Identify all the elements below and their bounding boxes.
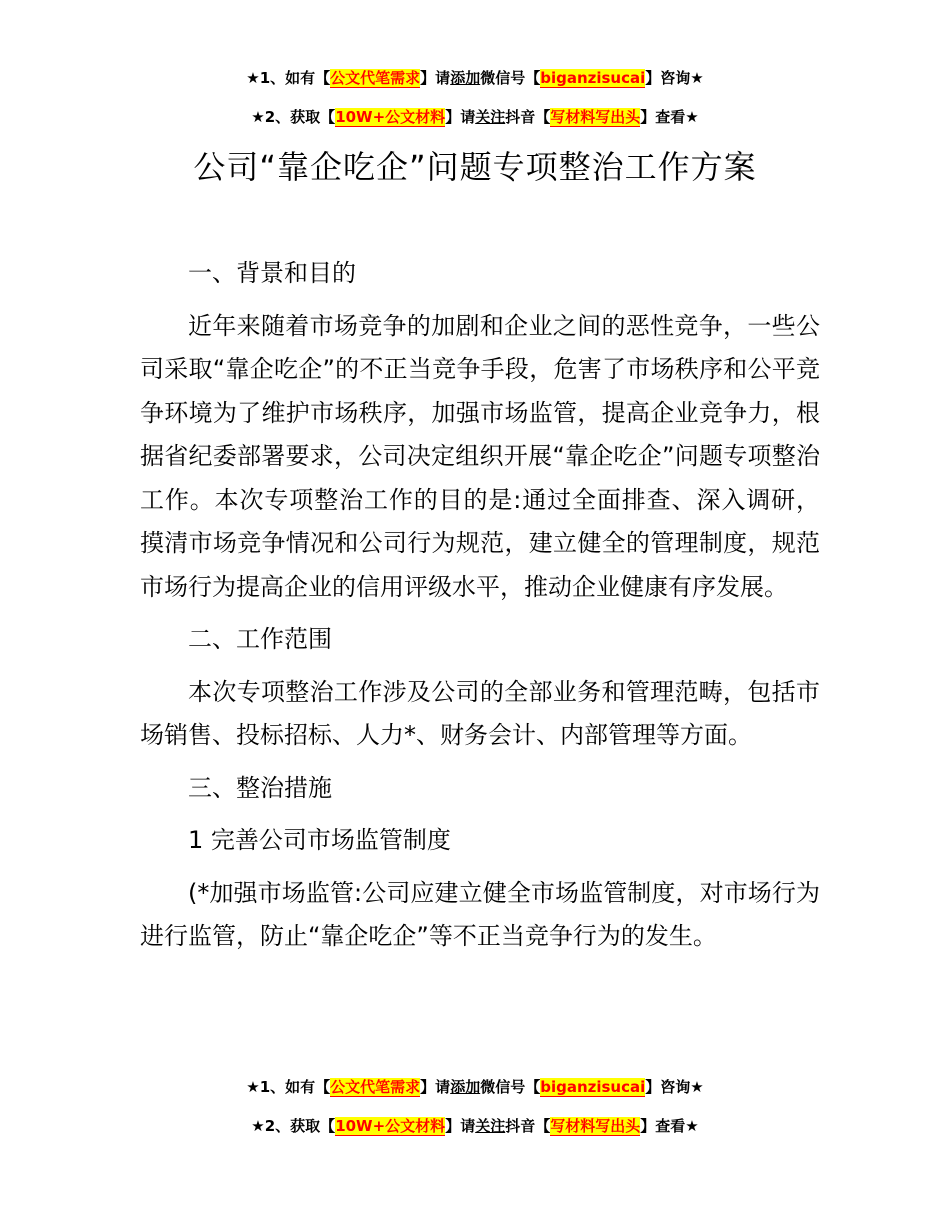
promo-text: 抖音【 bbox=[505, 1117, 551, 1135]
promo-text: 】查看★ bbox=[640, 108, 699, 126]
document-body bbox=[140, 252, 820, 959]
promo-text: 】请 bbox=[445, 1117, 476, 1135]
promo-text: 抖音【 bbox=[505, 108, 551, 126]
section-1-paragraph: 近年来随着市场竞争的加剧和企业之间的恶性竞争，一些公司采取“靠企吃企”的不正当竞争手段，危害了市场秩序和公平竞争环境为了维护市场秩序，加强市场监管，提高企业竞争力，根据省纪委部署要求，公司决定组织开展“靠企吃企”问题专项整治工作。本次专项整治工作的目的是:通过全面排查、深入调研，摸清市场竞争情况和公司行为规范，建立健全的管理制度，规范市场行为提高企业的信用评级水平，推动企业健康有序发展。 bbox=[140, 311, 820, 601]
section-2-heading: 二、工作范围 bbox=[188, 625, 332, 653]
promo-text: 微信号【 bbox=[480, 1078, 541, 1096]
section-1-heading: 一、背景和目的 bbox=[188, 259, 356, 287]
promo-text: ★2、获取【 bbox=[251, 108, 336, 126]
promo-underlined: 关注 bbox=[475, 108, 506, 126]
promo-text: ★2、获取【 bbox=[251, 1117, 336, 1135]
promo-highlight: biganzisucai bbox=[540, 69, 646, 87]
promo-text: 】请 bbox=[420, 1078, 451, 1096]
promo-highlight: 公文代笔需求 bbox=[330, 69, 421, 87]
promo-highlight: 公文代笔需求 bbox=[330, 1078, 421, 1096]
section-3-subheading-1: 1 完善公司市场监管制度 bbox=[188, 826, 451, 854]
promo-underlined: 添加 bbox=[450, 1078, 481, 1096]
promo-highlight: 10W+公文材料 bbox=[335, 1117, 446, 1135]
promo-line-1-bottom bbox=[0, 1077, 950, 1097]
section-2-paragraph: 本次专项整治工作涉及公司的全部业务和管理范畴，包括市场销售、投标招标、人力*、财务会计、内部管理等方面。 bbox=[140, 677, 820, 749]
promo-text: ★1、如有【 bbox=[246, 69, 331, 87]
promo-text: 微信号【 bbox=[480, 69, 541, 87]
promo-line-2-top bbox=[0, 107, 950, 127]
promo-text: 】咨询★ bbox=[645, 1078, 704, 1096]
document-title: 公司“靠企吃企”问题专项整治工作方案 bbox=[193, 148, 757, 186]
promo-text: 】咨询★ bbox=[645, 69, 704, 87]
promo-highlight: 10W+公文材料 bbox=[335, 108, 446, 126]
promo-text: 】请 bbox=[420, 69, 451, 87]
promo-highlight: biganzisucai bbox=[540, 1078, 646, 1096]
promo-line-1-top bbox=[0, 68, 950, 88]
promo-highlight: 写材料写出头 bbox=[550, 108, 641, 126]
section-3-heading: 三、整治措施 bbox=[188, 773, 332, 802]
promo-line-2-bottom bbox=[0, 1116, 950, 1136]
promo-text: ★1、如有【 bbox=[246, 1078, 331, 1096]
promo-underlined: 添加 bbox=[450, 69, 481, 87]
section-3-sub-1-paragraph: (*加强市场监管:公司应建立健全市场监管制度，对市场行为进行监管，防止“靠企吃企”等不正当竞争行为的发生。 bbox=[140, 878, 820, 950]
promo-text: 】查看★ bbox=[640, 1117, 699, 1135]
promo-underlined: 关注 bbox=[475, 1117, 506, 1135]
promo-text: 】请 bbox=[445, 108, 476, 126]
promo-highlight: 写材料写出头 bbox=[550, 1117, 641, 1135]
